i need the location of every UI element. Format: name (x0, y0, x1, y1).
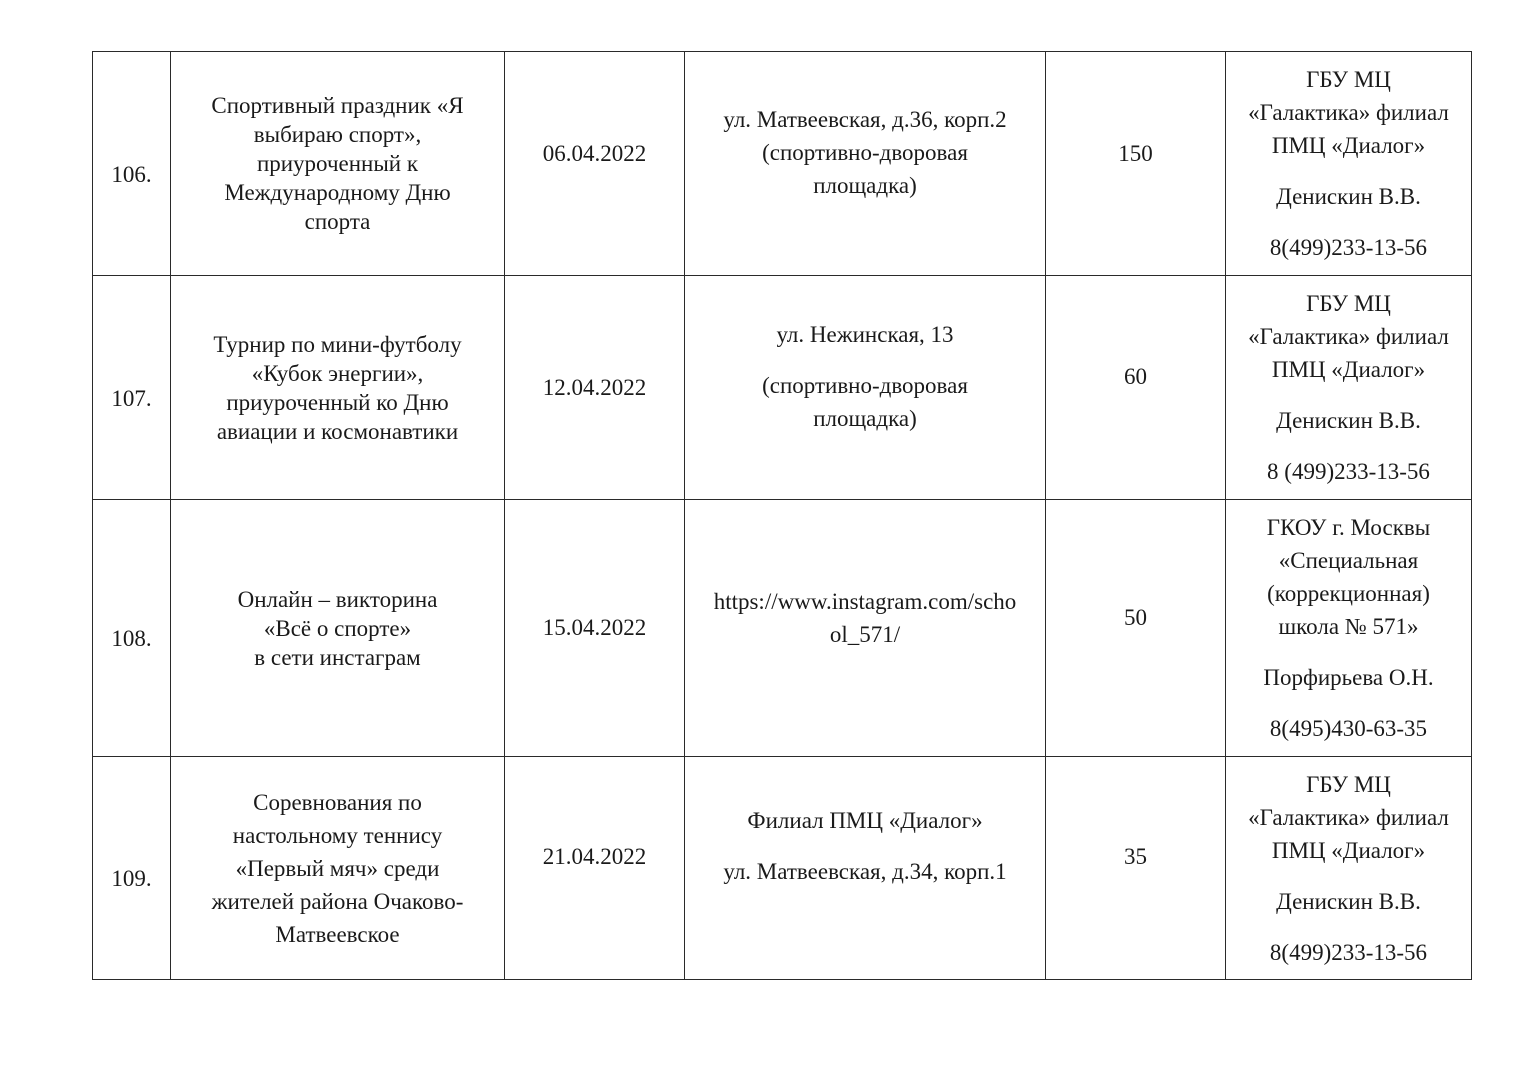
event-date: 12.04.2022 (542, 374, 647, 400)
event-date-cell (505, 52, 685, 276)
spacer (693, 351, 1037, 369)
contact-phone: 8 (499)233-13-56 (1267, 459, 1430, 484)
organizer-line: «Специальная (1278, 548, 1419, 573)
event-name-line: Соревнования по (253, 789, 422, 815)
participants-count: 60 (1124, 363, 1147, 389)
event-name-line: Онлайн – викторина (237, 586, 438, 612)
spacer (1234, 437, 1463, 455)
row-number: 109. (111, 866, 152, 891)
spacer (1234, 867, 1463, 885)
organizer-cell (1226, 52, 1472, 276)
event-place-line: (спортивно-дворовая (762, 373, 968, 398)
event-name-line: Турнир по мини-футболу (213, 331, 462, 357)
event-name-line: «Кубок энергии», (251, 360, 424, 386)
event-name-line: приуроченный к (256, 151, 419, 176)
contact-phone: 8(499)233-13-56 (1269, 235, 1428, 260)
spacer (1234, 213, 1463, 231)
organizer-line: ГКОУ г. Москвы (1266, 515, 1431, 540)
event-place-line: площадка) (813, 173, 917, 198)
event-name-line: «Всё о спорте» (263, 615, 412, 641)
event-place-line: площадка) (813, 406, 917, 431)
contact-person: Порфирьева О.Н. (1263, 665, 1434, 690)
participants-count: 35 (1124, 844, 1147, 869)
event-date-cell (505, 276, 685, 500)
event-place-line: ул. Матвеевская, д.36, корп.2 (723, 107, 1007, 132)
row-number-cell (93, 500, 171, 757)
event-name-line: авиации и космонавтики (216, 418, 459, 444)
spacer (1234, 386, 1463, 404)
row-number-cell (93, 52, 171, 276)
organizer-line: «Галактика» филиал (1248, 324, 1449, 349)
organizer-cell (1226, 757, 1472, 980)
contact-phone: 8(495)430-63-35 (1269, 716, 1428, 741)
event-place-line: (спортивно-дворовая (762, 140, 968, 165)
participants-cell (1046, 757, 1226, 980)
event-place-line: Филиал ПМЦ «Диалог» (747, 808, 983, 833)
event-name-line: Спортивный праздник «Я (211, 93, 464, 118)
event-date: 06.04.2022 (542, 140, 647, 166)
table-row (93, 500, 1472, 757)
table-row (93, 52, 1472, 276)
event-date-cell (505, 500, 685, 757)
event-name-line: Международному Дню (224, 180, 451, 205)
participants-count: 150 (1118, 140, 1153, 166)
contact-person: Денискин В.В. (1276, 408, 1421, 433)
event-name-line: приуроченный ко Дню (226, 389, 449, 415)
row-number-cell (93, 757, 171, 980)
event-place-street: ул. Матвеевская, д.34, корп.1 (723, 859, 1007, 884)
organizer-line: ПМЦ «Диалог» (1271, 837, 1426, 863)
organizer-line: ГБУ МЦ (1306, 67, 1391, 92)
event-name-line: спорта (304, 209, 371, 234)
organizer-line: ПМЦ «Диалог» (1271, 133, 1426, 158)
organizer-line: «Галактика» филиал (1248, 100, 1449, 125)
event-link: https://www.instagram.com/scho (713, 589, 1017, 614)
organizer-line: ПМЦ «Диалог» (1271, 357, 1426, 382)
event-name-cell (171, 52, 505, 276)
event-name-line: Матвеевское (275, 921, 400, 947)
organizer-line: «Галактика» филиал (1248, 804, 1449, 830)
contact-person: Денискин В.В. (1276, 888, 1421, 914)
event-name-cell (171, 500, 505, 757)
row-number-cell (93, 276, 171, 500)
event-link: ol_571/ (829, 622, 901, 647)
participants-cell (1046, 276, 1226, 500)
event-name-line: «Первый мяч» среди (235, 855, 440, 881)
spacer (1234, 918, 1463, 936)
spacer (1234, 694, 1463, 712)
event-place-cell (685, 757, 1046, 980)
table-row (93, 276, 1472, 500)
event-place-street: ул. Нежинская, 13 (776, 322, 954, 347)
contact-phone: 8(499)233-13-56 (1269, 939, 1428, 965)
event-name-cell (171, 276, 505, 500)
participants-cell (1046, 500, 1226, 757)
organizer-line: школа № 571» (1278, 614, 1419, 639)
row-number: 108. (111, 626, 152, 651)
spacer (1234, 162, 1463, 180)
event-name-line: в сети инстаграм (254, 644, 421, 670)
organizer-cell (1226, 500, 1472, 757)
event-date-cell (505, 757, 685, 980)
participants-cell (1046, 52, 1226, 276)
spacer (1234, 643, 1463, 661)
row-number: 106. (111, 161, 152, 187)
organizer-line: ГБУ МЦ (1306, 291, 1391, 316)
contact-person: Денискин В.В. (1276, 184, 1421, 209)
event-place-cell (685, 500, 1046, 757)
event-name-line: выбираю спорт», (253, 122, 422, 147)
events-table (92, 51, 1472, 980)
spacer (693, 837, 1037, 855)
event-name-cell (171, 757, 505, 980)
event-date: 21.04.2022 (542, 844, 647, 869)
organizer-line: ГБУ МЦ (1306, 771, 1391, 797)
row-number: 107. (111, 385, 152, 411)
event-place-cell (685, 52, 1046, 276)
organizer-cell (1226, 276, 1472, 500)
event-name-line: жителей района Очаково- (211, 888, 464, 914)
event-place-cell (685, 276, 1046, 500)
organizer-line: (коррекционная) (1267, 581, 1430, 606)
participants-count: 50 (1124, 605, 1147, 630)
event-name-line: настольному теннису (232, 822, 443, 848)
table-row (93, 757, 1472, 980)
event-date: 15.04.2022 (542, 615, 647, 640)
